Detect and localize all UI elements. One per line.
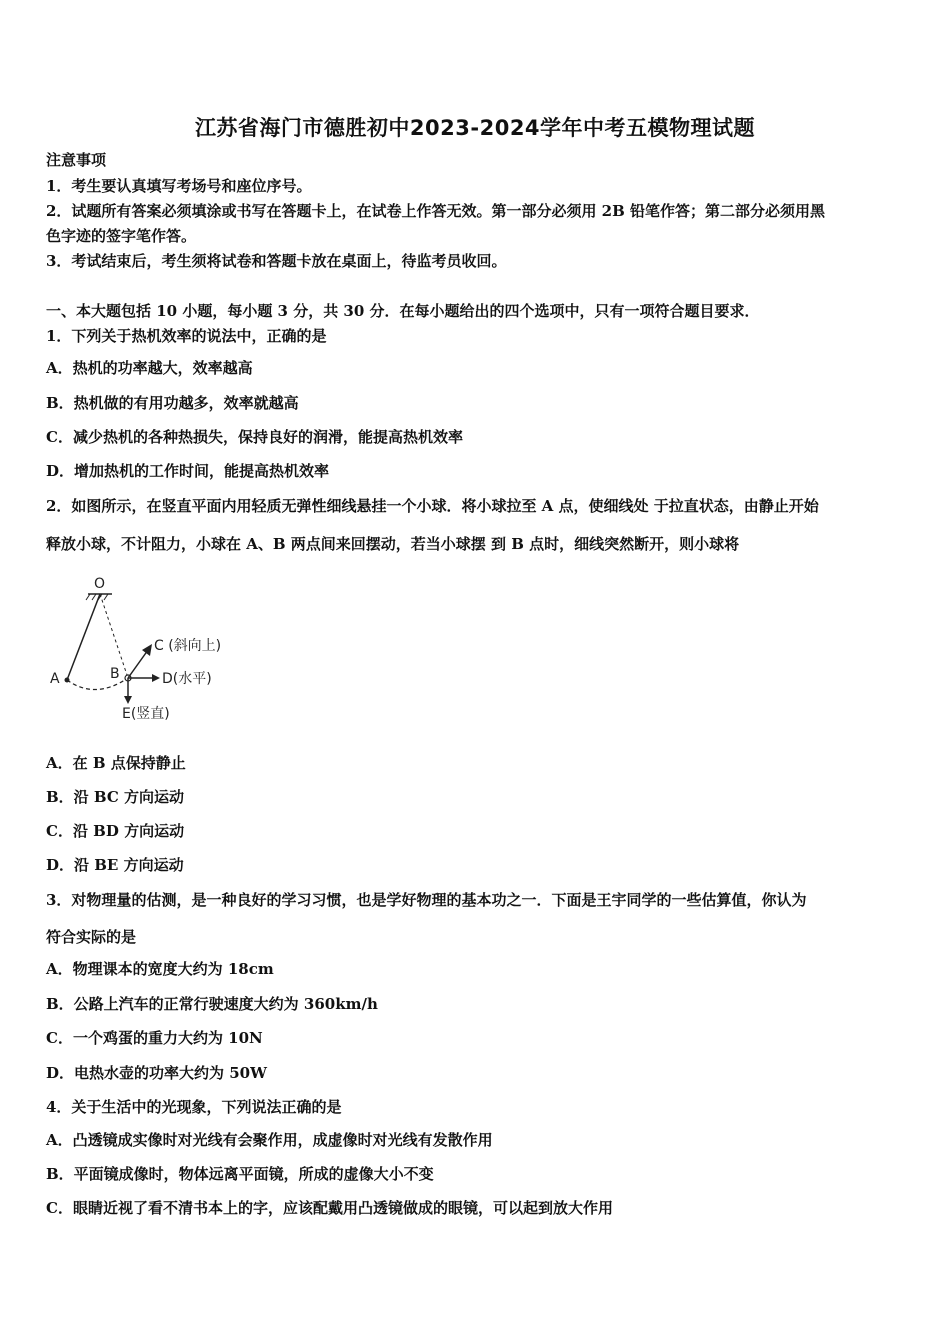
string-to-a xyxy=(67,594,100,680)
label-o: O xyxy=(94,576,106,592)
option: D．沿 BE 方向运动 xyxy=(46,856,184,874)
arrow-d-head xyxy=(152,674,160,682)
page-title: 江苏省海门市德胜初中2023-2024学年中考五模物理试题 xyxy=(194,116,756,140)
option: B．热机做的有用功越多，效率就越高 xyxy=(46,394,299,412)
point-a xyxy=(65,678,70,683)
option: D．电热水壶的功率大约为 50W xyxy=(46,1064,267,1082)
arrow-c-line xyxy=(128,650,148,678)
pendulum-diagram xyxy=(40,572,250,732)
arrow-c-head xyxy=(142,644,152,656)
ceiling-hatch xyxy=(92,594,96,600)
label-a: A xyxy=(50,671,60,687)
label-b: B xyxy=(110,666,120,682)
section-heading: 一、本大题包括 10 小题，每小题 3 分，共 30 分．在每小题给出的四个选项中，只有一项符合题目要求． xyxy=(46,302,760,320)
option: A．物理课本的宽度大约为 18cm xyxy=(46,960,274,978)
option: C．沿 BD 方向运动 xyxy=(46,822,185,840)
notice-item: 1．考生要认真填写考场号和座位序号。 xyxy=(46,177,312,195)
notice-item: 3．考试结束后，考生须将试卷和答题卡放在桌面上，待监考员收回。 xyxy=(46,252,507,270)
option: C．一个鸡蛋的重力大约为 10N xyxy=(46,1029,263,1047)
notice-item: 色字迹的签字笔作答。 xyxy=(46,227,197,245)
label-e: E(竖直) xyxy=(122,706,170,722)
pendulum-figure xyxy=(40,572,250,732)
question-stem: 3．对物理量的估测，是一种良好的学习习惯，也是学好物理的基本功之一．下面是王宇同学的一些估算值，你认为 xyxy=(46,891,807,909)
question-stem: 2．如图所示，在竖直平面内用轻质无弹性细线悬挂一个小球．将小球拉至 A 点，使细线处 于拉直状态，由静止开始 xyxy=(46,497,819,515)
option: A．热机的功率越大，效率越高 xyxy=(46,359,253,377)
label-c: C (斜向上) xyxy=(154,638,222,654)
question-stem: 4．关于生活中的光现象，下列说法正确的是 xyxy=(46,1098,342,1116)
option: B．公路上汽车的正常行驶速度大约为 360km/h xyxy=(46,995,378,1013)
ceiling-hatch xyxy=(86,594,90,600)
label-d: D(水平) xyxy=(162,671,212,687)
option: D．增加热机的工作时间，能提高热机效率 xyxy=(46,462,330,480)
notice-item: 2．试题所有答案必须填涂或书写在答题卡上，在试卷上作答无效。第一部分必须用 2B 铅笔作答；第二部分必须用黑 xyxy=(46,202,826,220)
option: B．平面镜成像时，物体远离平面镜，所成的虚像大小不变 xyxy=(46,1165,434,1183)
arrow-e-head xyxy=(124,696,132,704)
option: C．眼睛近视了看不清书本上的字，应该配戴用凸透镜做成的眼镜，可以起到放大作用 xyxy=(46,1199,613,1217)
ceiling-hatch xyxy=(104,594,108,600)
option: C．减少热机的各种热损失，保持良好的润滑，能提高热机效率 xyxy=(46,428,463,446)
option: B．沿 BC 方向运动 xyxy=(46,788,185,806)
notice-heading: 注意事项 xyxy=(46,151,107,169)
question-stem: 符合实际的是 xyxy=(46,928,137,946)
option: A．在 B 点保持静止 xyxy=(46,754,186,772)
question-stem: 释放小球，不计阻力，小球在 A、B 两点间来回摆动，若当小球摆 到 B 点时，细线突然断开，则小球将 xyxy=(46,535,740,553)
option: A．凸透镜成实像时对光线有会聚作用，成虚像时对光线有发散作用 xyxy=(46,1131,493,1149)
question-stem: 1．下列关于热机效率的说法中，正确的是 xyxy=(46,327,327,345)
